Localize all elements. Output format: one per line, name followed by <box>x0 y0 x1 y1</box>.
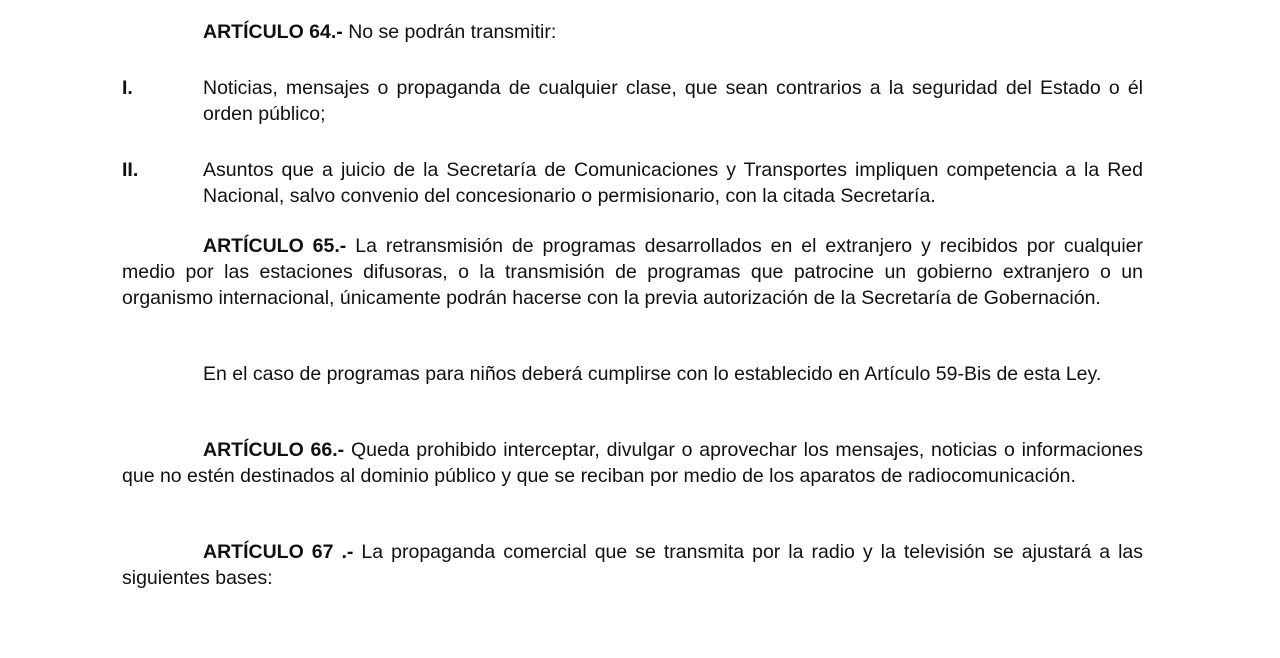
article-66-paragraph <box>122 437 1143 489</box>
list-item-2-text: Asuntos que a juicio de la Secretaría de Comunicaciones y Transportes impliquen competencia a la Red Nacional, salvo convenio del concesionario o permisionario, con la citada Secretaría. <box>203 159 1143 207</box>
article-65-text: La retransmisión de programas desarrollados en el extranjero y recibidos por cualquier medio por las estaciones difusoras, o la transmisión de programas que patrocine un gobierno extranjero o un organismo internacional, únicamente podrán hacerse con la previa autorización de la Secretaría de Gobernación. <box>122 235 1143 309</box>
article-66-heading: ARTÍCULO 66.- <box>203 439 345 461</box>
article-67-heading: ARTÍCULO 67 .- <box>203 541 354 563</box>
article-64-paragraph <box>122 19 1143 45</box>
article-64-text: No se podrán transmitir: <box>348 21 557 43</box>
article-66-text: Queda prohibido interceptar, divulgar o aprovechar los mensajes, noticias o informaciones que no estén destinados al dominio público y que se reciban por medio de los aparatos de radiocomunicación. <box>122 439 1143 487</box>
article-67-text: La propaganda comercial que se transmita por la radio y la televisión se ajustará a las siguientes bases: <box>122 541 1143 589</box>
list-item-1-numeral: I. <box>122 77 133 99</box>
article-67-paragraph <box>122 539 1143 591</box>
article-65-paragraph <box>122 233 1143 311</box>
article-65-heading: ARTÍCULO 65.- <box>203 235 347 257</box>
article-64-heading: ARTÍCULO 64.- <box>203 21 343 43</box>
list-item-2-numeral: II. <box>122 159 139 181</box>
article-65-children-text: En el caso de programas para niños deberá cumplirse con lo establecido en Artículo 59-Bis de esta Ley. <box>203 363 1102 385</box>
list-item-1-text: Noticias, mensajes o propaganda de cualquier clase, que sean contrarios a la seguridad del Estado o él orden público; <box>203 77 1143 125</box>
article-65-children-paragraph <box>122 361 1143 387</box>
